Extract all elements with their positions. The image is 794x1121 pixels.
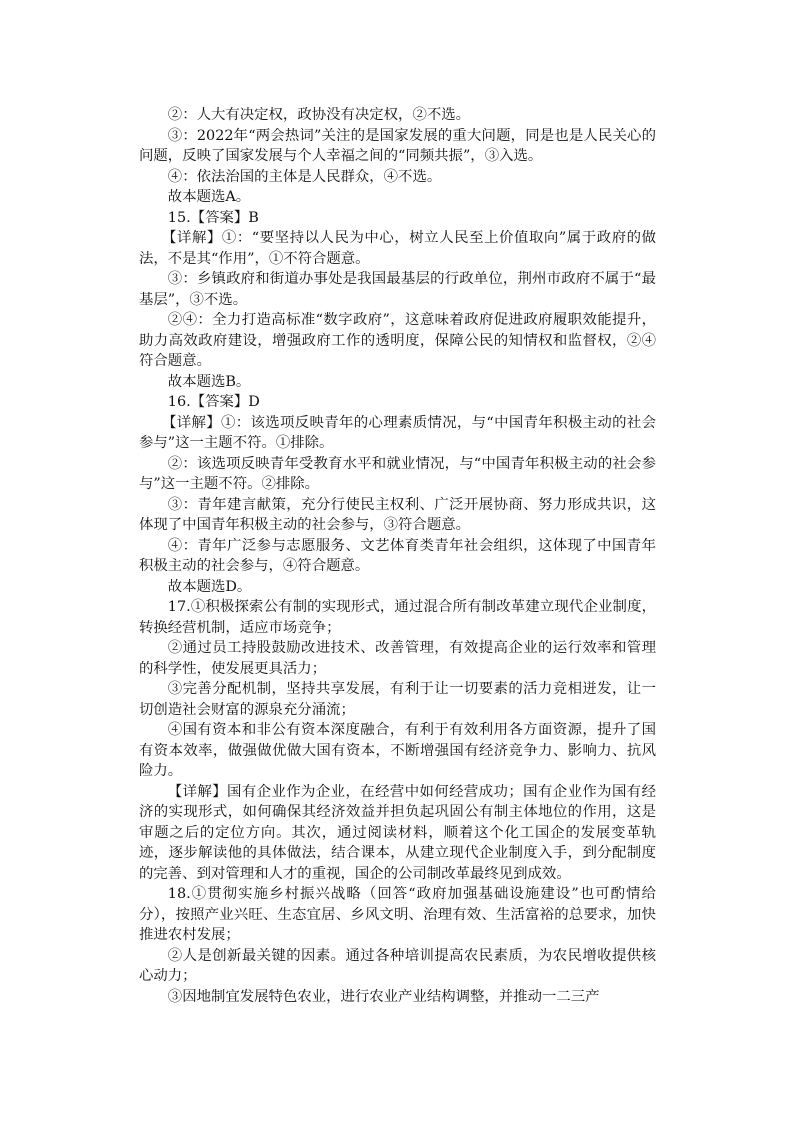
document-body: [139, 105, 656, 1007]
paragraph: 故本题选B。: [167, 373, 251, 390]
paragraph: ④国有资本和非公有资本深度融合，有利于有效利用各方面资源，提升了国有资本效率，做强做优做大国有资本，不断增强国有经济竞争力、影响力、抗风险力。: [139, 722, 656, 779]
paragraph: 故本题选A。: [167, 189, 251, 205]
explanation-15: 【详解】①：“要坚持以人民为中心，树立人民至上价值取向”属于政府的做法，不是其“作用”，①不符合题意。: [139, 230, 656, 267]
paragraph: ④：依法治国的主体是人民群众，④不选。: [167, 168, 442, 185]
paragraph: ③：青年建言献策，充分行使民主权利、广泛开展协商、努力形成共识，这体现了中国青年积极主动的社会参与，③符合题意。: [139, 496, 656, 533]
paragraph: ②④：全力打造高标准“数字政府”，这意味着政府促进政府履职效能提升，助力高效政府建设，增强政府工作的透明度，保障公民的知情权和监督权，②④符合题意。: [139, 312, 656, 369]
paragraph: ③：2022年“两会热词”关注的是国家发展的重大问题，同是也是人民关心的问题，反映了国家发展与个人幸福之间的“同频共振”，③入选。: [139, 127, 656, 164]
paragraph: ②通过员工持股鼓励改进技术、改善管理，有效提高企业的运行效率和管理的科学性，使发展更具活力；: [139, 640, 656, 677]
paragraph: ②：人大有决定权，政协没有决定权，②不选。: [167, 107, 471, 123]
paragraph: ③完善分配机制，坚持共享发展，有利于让一切要素的活力竞相迸发，让一切创造社会财富的源泉充分涌流；: [139, 681, 656, 718]
answer-18: 18.①贯彻实施乡村振兴战略（回答“政府加强基础设施建设”也可酌情给分），按照产业兴旺、生态宜居、乡风文明、治理有效、生活富裕的总要求，加快推进农村发展；: [139, 886, 656, 943]
answer-heading-16: 16.【答案】D: [167, 394, 260, 410]
paragraph: ②：该选项反映青年受教育水平和就业情况，与“中国青年积极主动的社会参与”这一主题不符。②排除。: [139, 455, 656, 492]
explanation-16: 【详解】①：该选项反映青年的心理素质情况，与“中国青年积极主动的社会参与”这一主题不符。①排除。: [139, 414, 656, 451]
answer-heading-15: 15.【答案】B: [167, 209, 259, 226]
paragraph: ②人是创新最关键的因素。通过各种培训提高农民素质，为农民增收提供核心动力；: [139, 947, 656, 984]
answer-17: 17.①积极探索公有制的实现形式，通过混合所有制改革建立现代企业制度，转换经营机制，适应市场竞争；: [139, 599, 656, 636]
paragraph: 故本题选D。: [167, 578, 252, 595]
paragraph: ④：青年广泛参与志愿服务、文艺体育类青年社会组织，这体现了中国青年积极主动的社会参与，④符合题意。: [139, 537, 656, 574]
explanation-17: 【详解】国有企业作为企业，在经营中如何经营成功；国有企业作为国有经济的实现形式，如何确保其经济效益并担负起巩固公有制主体地位的作用，这是审题之后的定位方向。其次，通过阅读材料，顺着这个化工国企的发展变革轨迹，逐步解读他的具体做法，结合课本，从建立现代企业制度入手，到分配制度的完善、到对管理和人才的重视，国企的公司制改革最终见到成效。: [139, 783, 656, 882]
paragraph: ③：乡镇政府和街道办事处是我国最基层的行政单位，荆州市政府不属于“最基层”，③不选。: [139, 271, 656, 308]
paragraph: ③因地制宜发展特色农业，进行农业产业结构调整，并推动一二三产: [167, 988, 600, 1005]
